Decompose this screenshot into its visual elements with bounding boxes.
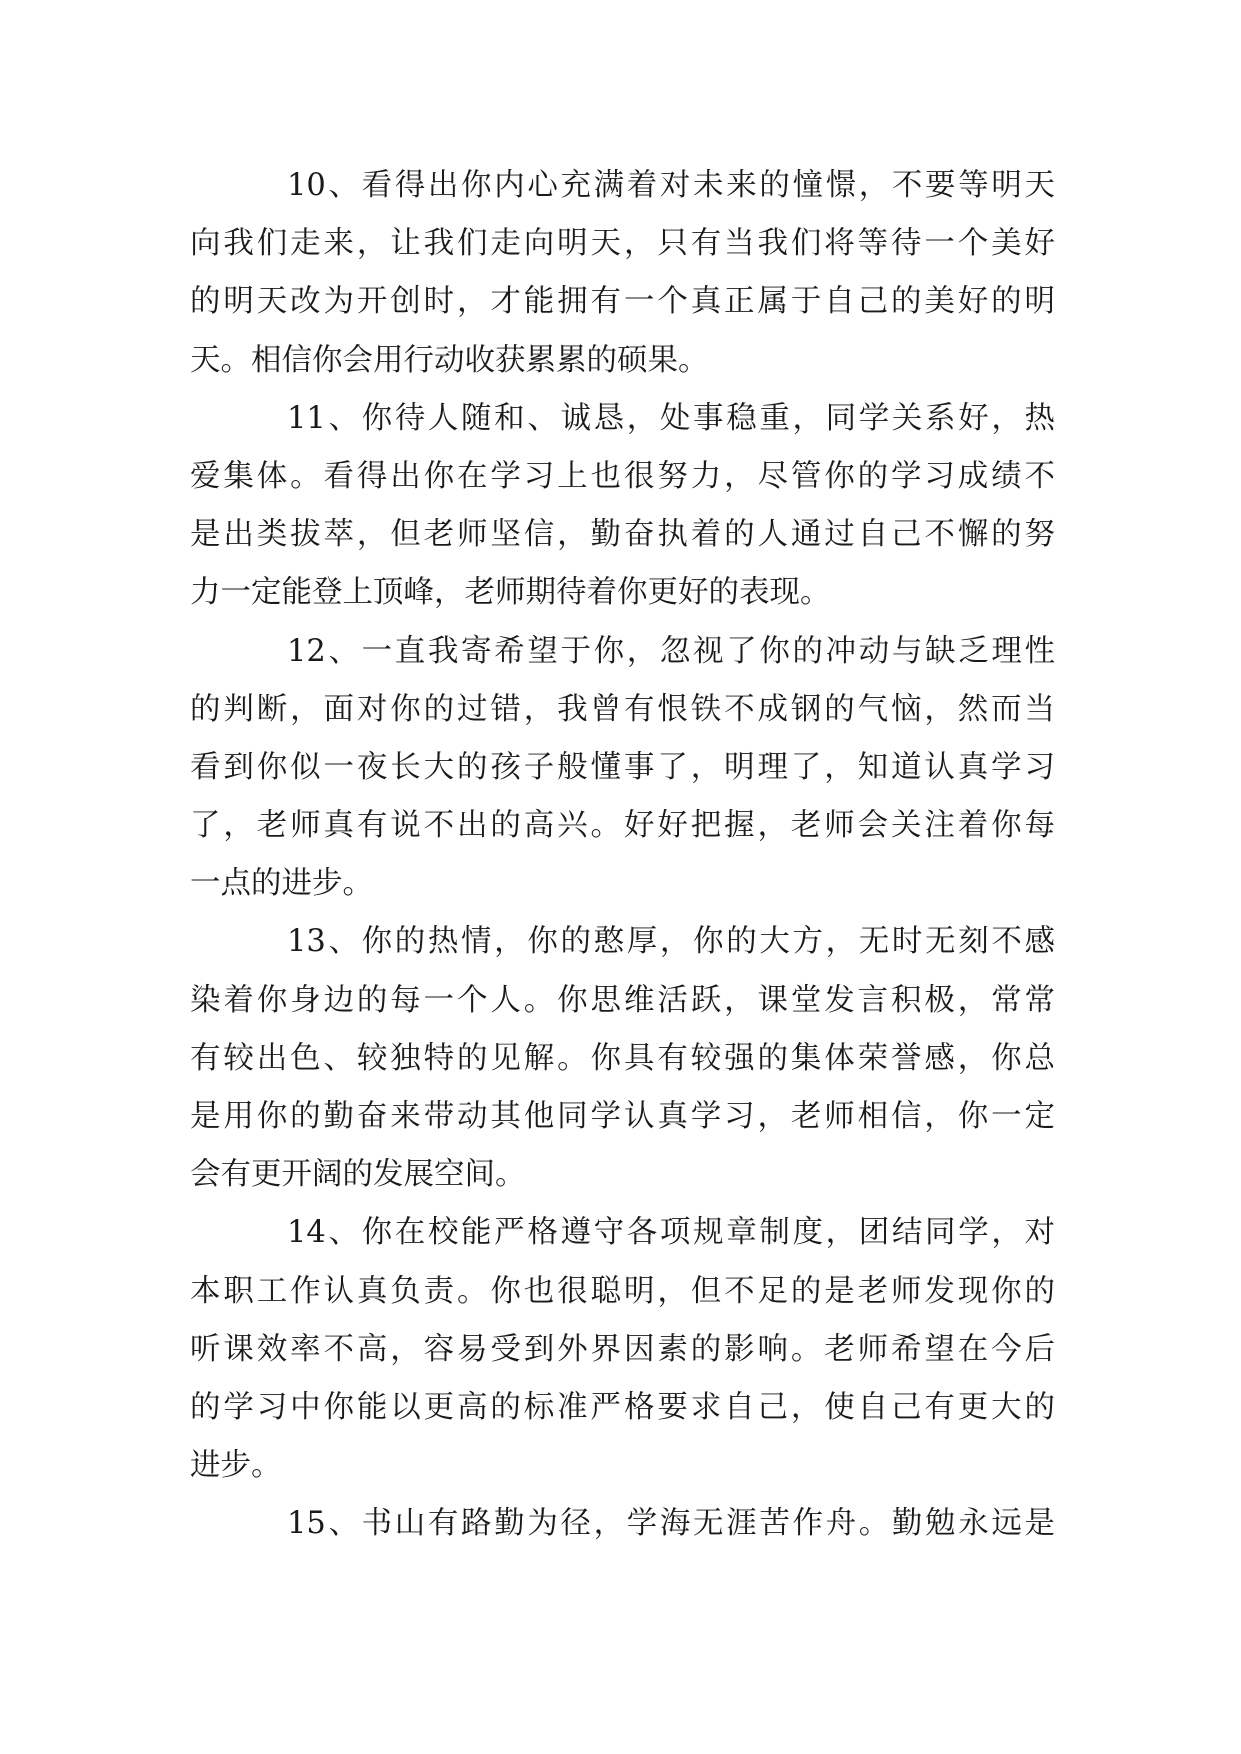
paragraph-line: 爱集体。看得出你在学习上也很努力，尽管你的学习成绩不 xyxy=(190,458,1055,494)
comment-paragraph-13 xyxy=(190,913,1055,1204)
paragraph-line: 是用你的勤奋来带动其他同学认真学习，老师相信，你一定 xyxy=(190,1099,1055,1134)
paragraph-line: 10、看得出你内心充满着对未来的憧憬，不要等明天 xyxy=(287,168,1055,203)
comment-paragraph-14 xyxy=(190,1204,1055,1495)
paragraph-line: 进步。 xyxy=(190,1448,282,1484)
paragraph-line: 有较出色、较独特的见解。你具有较强的集体荣誉感，你总 xyxy=(190,1040,1055,1076)
paragraph-line: 的明天改为开创时，才能拥有一个真正属于自己的美好的明 xyxy=(190,284,1055,320)
paragraph-line: 15、书山有路勤为径，学海无涯苦作舟。勤勉永远是 xyxy=(287,1506,1055,1542)
paragraph-line: 是出类拔萃，但老师坚信，勤奋执着的人通过自己不懈的努 xyxy=(190,517,1055,553)
paragraph-line: 染着你身边的每一个人。你思维活跃，课堂发言积极，常常 xyxy=(190,982,1055,1018)
paragraph-line: 的判断，面对你的过错，我曾有恨铁不成钢的气恼，然而当 xyxy=(190,691,1055,727)
paragraph-line: 向我们走来，让我们走向明天，只有当我们将等待一个美好 xyxy=(190,226,1055,262)
paragraph-line: 一点的进步。 xyxy=(190,866,373,902)
paragraph-line: 13、你的热情，你的憨厚，你的大方，无时无刻不感 xyxy=(287,924,1055,960)
paragraph-line: 听课效率不高，容易受到外界因素的影响。老师希望在今后 xyxy=(190,1331,1055,1367)
paragraph-line: 12、一直我寄希望于你，忽视了你的冲动与缺乏理性 xyxy=(287,633,1055,669)
paragraph-line: 本职工作认真负责。你也很聪明，但不足的是老师发现你的 xyxy=(190,1273,1055,1309)
paragraph-line: 的学习中你能以更高的标准严格要求自己，使自己有更大的 xyxy=(190,1389,1055,1425)
paragraph-line: 了，老师真有说不出的高兴。好好把握，老师会关注着你每 xyxy=(190,808,1055,844)
paragraph-line: 14、你在校能严格遵守各项规章制度，团结同学，对 xyxy=(287,1215,1055,1251)
comment-paragraph-15 xyxy=(190,1495,1055,1553)
comment-paragraph-10 xyxy=(190,157,1055,390)
paragraph-line: 11、你待人随和、诚恳，处事稳重，同学关系好，热 xyxy=(287,400,1055,436)
paragraph-line: 天。相信你会用行动收获累累的硕果。 xyxy=(190,342,709,378)
comment-paragraph-12 xyxy=(190,623,1055,914)
paragraph-line: 会有更开阔的发展空间。 xyxy=(190,1157,526,1193)
document-body xyxy=(190,157,1055,1554)
paragraph-line: 力一定能登上顶峰，老师期待着你更好的表现。 xyxy=(190,575,831,611)
comment-paragraph-11 xyxy=(190,390,1055,623)
paragraph-line: 看到你似一夜长大的孩子般懂事了，明理了，知道认真学习 xyxy=(190,749,1055,785)
